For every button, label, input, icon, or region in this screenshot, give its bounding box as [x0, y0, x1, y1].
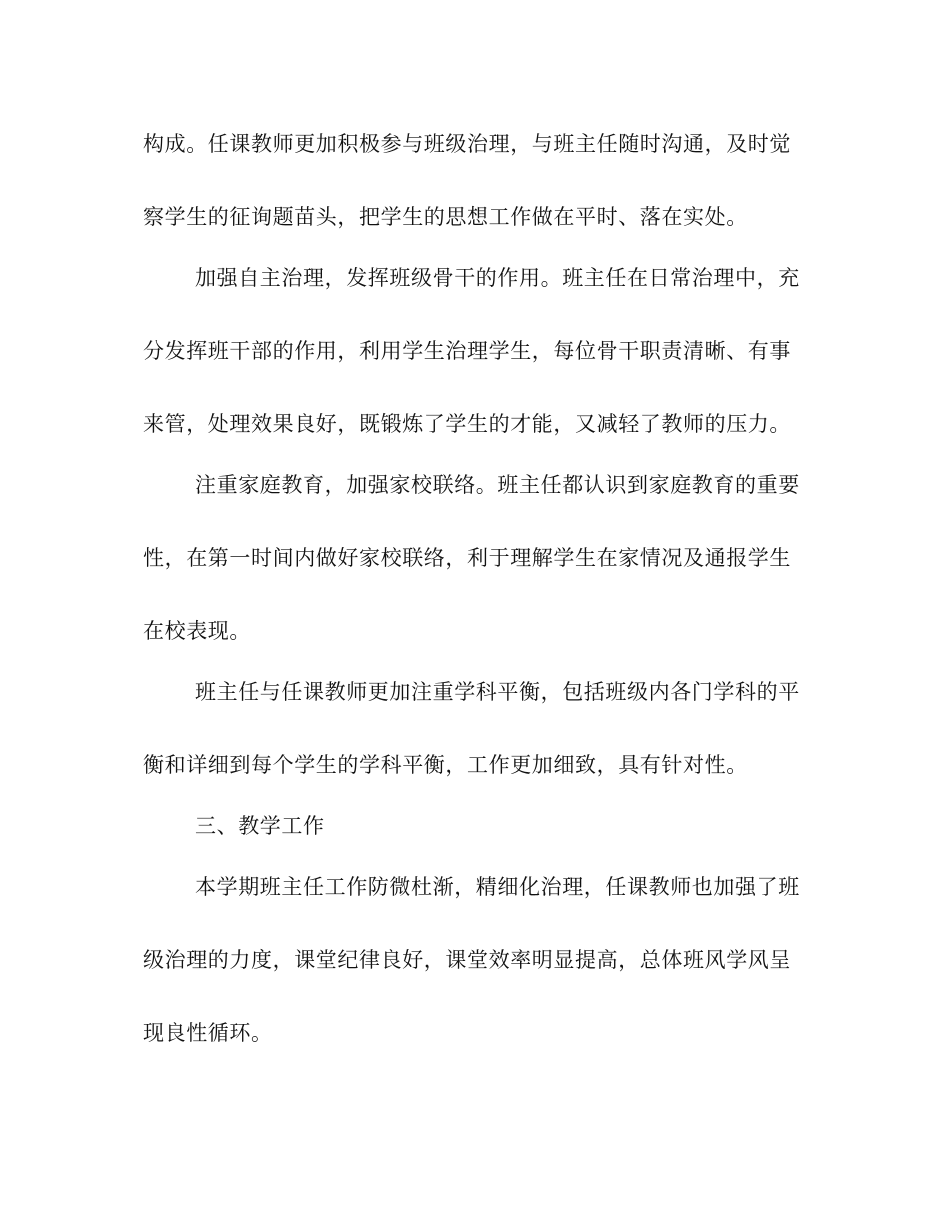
text-line: 构成。任课教师更加积极参与班级治理，与班主任随时沟通，及时觉: [143, 132, 791, 156]
text-line: 来管，处理效果良好，既锻炼了学生的才能，又减轻了教师的压力。: [143, 412, 791, 436]
text-line: 现良性循环。: [143, 1021, 273, 1045]
text-line: 衡和详细到每个学生的学科平衡，工作更加细致，具有针对性。: [143, 753, 748, 777]
text-line: 察学生的征询题苗头，把学生的思想工作做在平时、落在实处。: [143, 205, 748, 229]
paragraph-start-line: 加强自主治理，发挥班级骨干的作用。班主任在日常治理中，充: [195, 266, 800, 290]
text-line: 在校表现。: [143, 619, 251, 643]
paragraph-start-line: 本学期班主任工作防微杜渐，精细化治理，任课教师也加强了班: [195, 875, 800, 899]
text-line: 级治理的力度，课堂纪律良好，课堂效率明显提高，总体班风学风呈: [143, 948, 791, 972]
text-line: 性，在第一时间内做好家校联络，利于理解学生在家情况及通报学生: [143, 546, 791, 570]
paragraph-start-line: 注重家庭教育，加强家校联络。班主任都认识到家庭教育的重要: [195, 473, 800, 497]
paragraph-start-line: 班主任与任课教师更加注重学科平衡，包括班级内各门学科的平: [195, 680, 800, 704]
text-line: 分发挥班干部的作用，利用学生治理学生，每位骨干职责清晰、有事: [143, 339, 791, 363]
section-heading: 三、教学工作: [195, 814, 325, 838]
